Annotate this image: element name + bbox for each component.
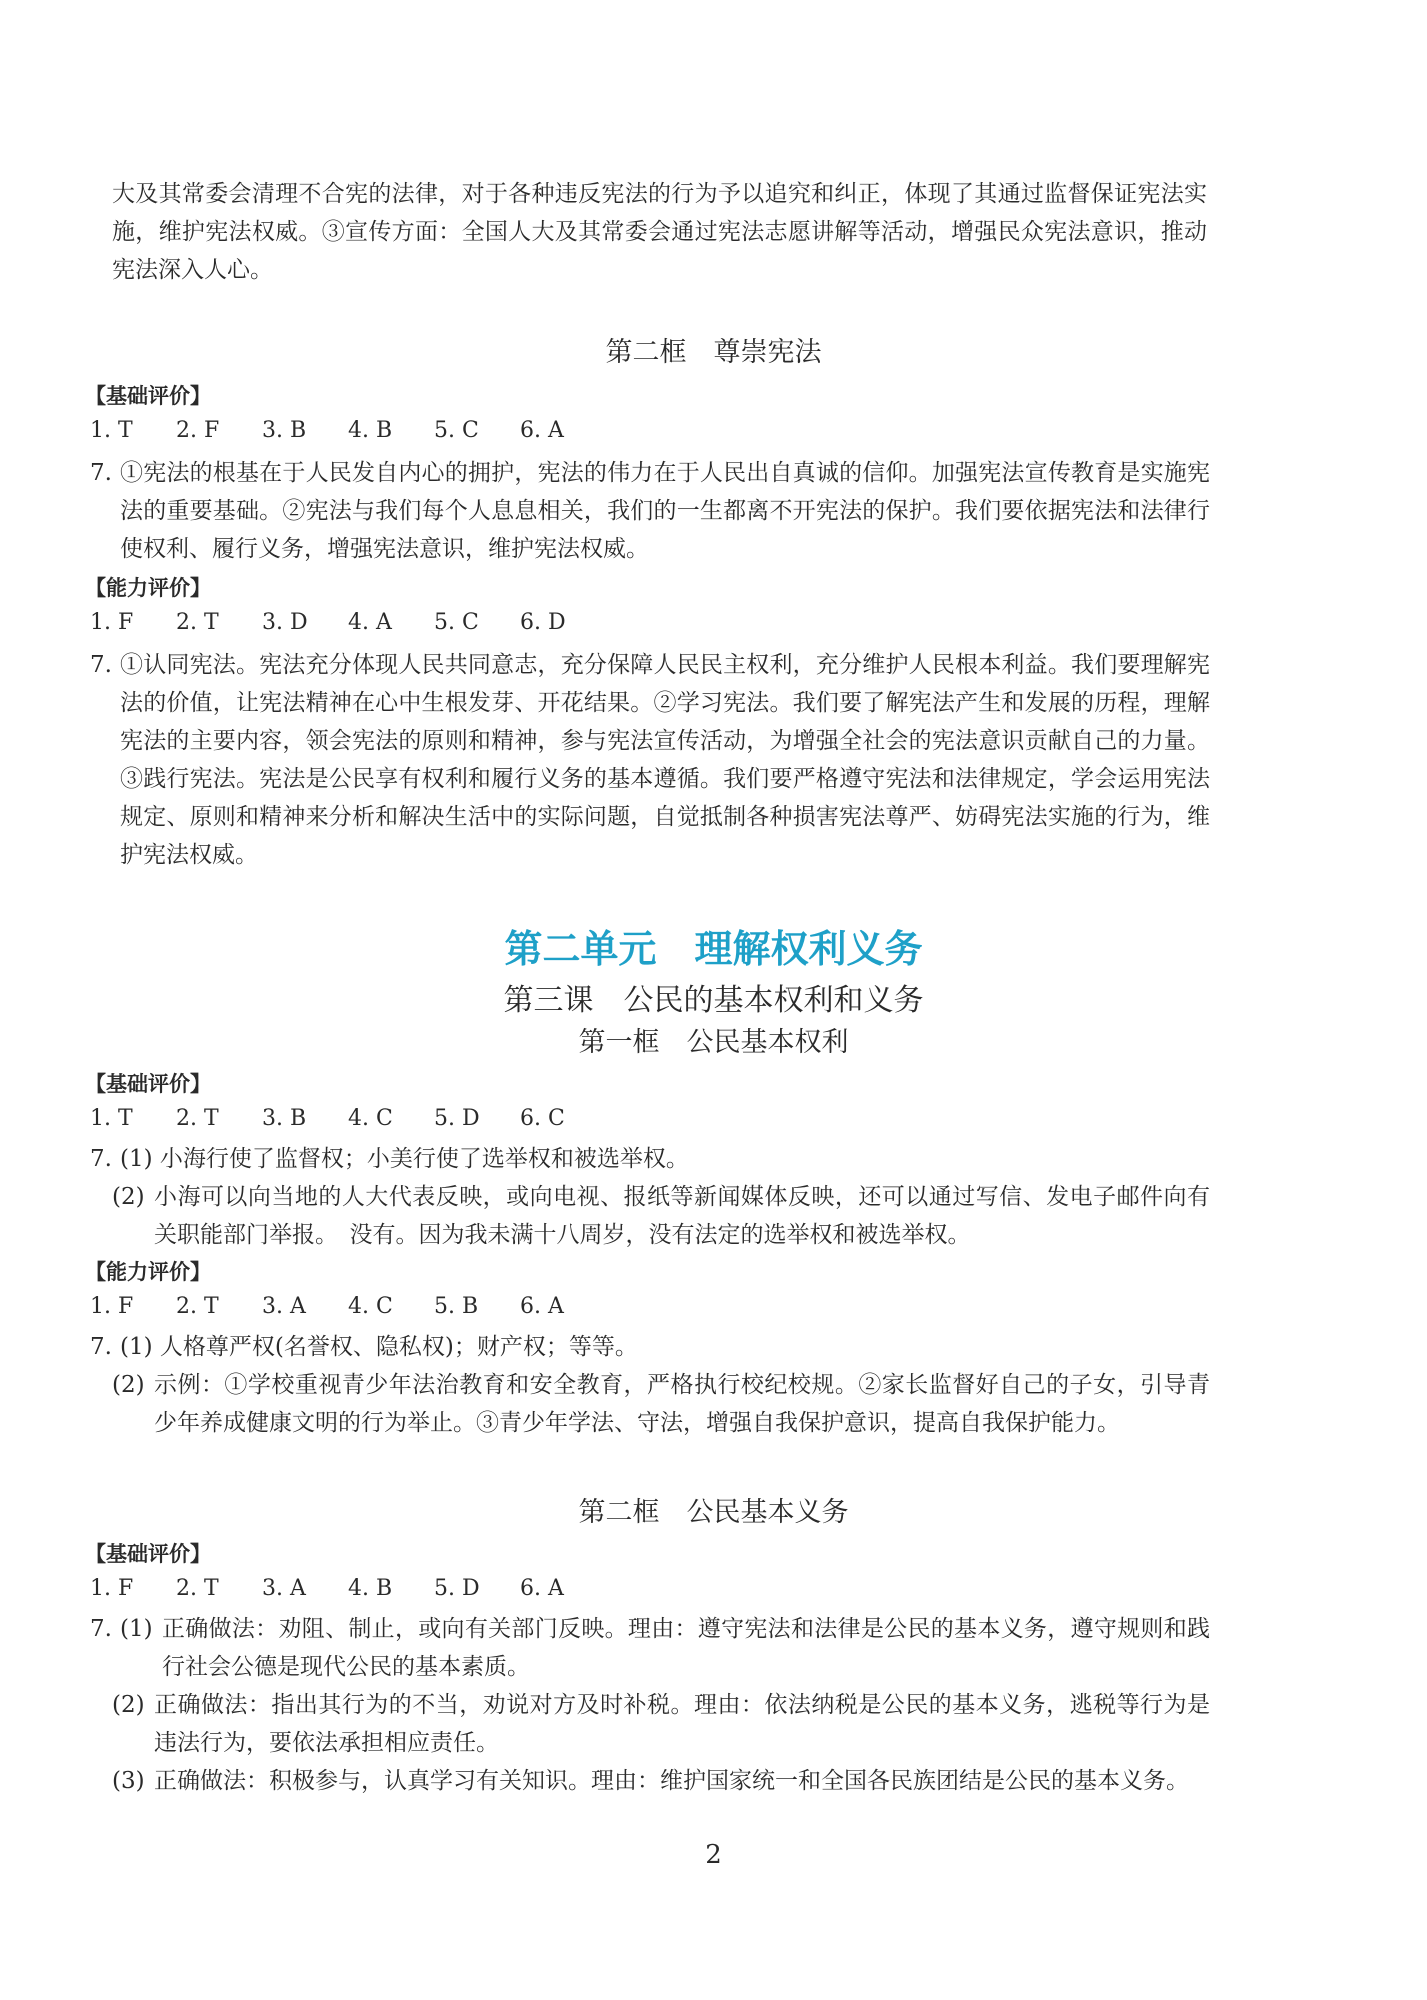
question-part-1	[120, 1140, 1210, 1178]
part-answer: 示例：①学校重视青少年法治教育和安全教育，严格执行校纪校规。②家长监督好自己的子女，引导青少年养成健康文明的行为举止。③青少年学法、守法，增强自我保护意识，提高自我保护能力。	[154, 1372, 1210, 1436]
answer: 2. F	[176, 418, 220, 443]
answer: 4. A	[348, 610, 392, 635]
part-tag: (2)	[112, 1692, 145, 1718]
part-tag: (2)	[112, 1184, 145, 1210]
answer: 1. F	[90, 1294, 134, 1319]
answer: 3. A	[262, 1294, 306, 1319]
question-part-1	[120, 1610, 1210, 1686]
question-part-2	[112, 1178, 1210, 1254]
answer: 3. B	[262, 418, 307, 443]
intro-paragraph: 大及其常委会清理不合宪的法律，对于各种违反宪法的行为予以追究和纠正，体现了其通过监督保证宪法实施，维护宪法权威。③宣传方面：全国人大及其常委会通过宪法志愿讲解等活动，增强民众宪法意识，推动宪法深入人心。	[112, 181, 1207, 283]
answer: 5. C	[434, 418, 479, 443]
question-7	[90, 646, 1210, 874]
ability-answers-row	[90, 610, 606, 635]
question-number: 7.	[90, 1334, 112, 1360]
basic-answers-row	[90, 1106, 606, 1131]
question-answer: ①认同宪法。宪法充分体现人民共同意志，充分保障人民民主权利，充分维护人民根本利益。我们要理解宪法的价值，让宪法精神在心中生根发芽、开花结果。②学习宪法。我们要了解宪法产生和发展的历程，理解宪法的主要内容，领会宪法的原则和精神，参与宪法宣传活动，为增强全社会的宪法意识贡献自己的力量。③践行宪法。宪法是公民享有权利和履行义务的基本遵循。我们要严格遵守宪法和法律规定，学会运用宪法规定、原则和精神来分析和解决生活中的实际问题，自觉抵制各种损害宪法尊严、妨碍宪法实施的行为，维护宪法权威。	[120, 652, 1210, 868]
question-number: 7.	[90, 1146, 112, 1172]
answer: 6. C	[520, 1106, 565, 1131]
part-answer: 小海行使了监督权；小美行使了选举权和被选举权。	[159, 1146, 689, 1172]
answer: 6. D	[520, 610, 566, 635]
question-7	[90, 454, 1210, 568]
part-tag: (3)	[112, 1768, 145, 1794]
answer: 3. A	[262, 1576, 306, 1601]
answer: 6. A	[520, 1294, 564, 1319]
answer: 4. B	[348, 418, 393, 443]
answer: 4. C	[348, 1294, 393, 1319]
question-part-2	[112, 1366, 1210, 1442]
answer: 5. D	[434, 1106, 480, 1131]
ability-eval-label: 【能力评价】	[85, 576, 211, 600]
basic-eval-label: 【基础评价】	[85, 384, 211, 408]
answer: 2. T	[176, 610, 219, 635]
answer: 4. C	[348, 1106, 393, 1131]
answer: 6. A	[520, 418, 564, 443]
question-7	[90, 1140, 1210, 1178]
answer: 2. T	[176, 1294, 219, 1319]
part-tag: (1)	[120, 1334, 153, 1360]
part-tag: (1)	[120, 1616, 153, 1642]
answer: 5. C	[434, 610, 479, 635]
question-7	[90, 1328, 1210, 1366]
page-number: 2	[705, 1840, 722, 1870]
answer: 3. B	[262, 1106, 307, 1131]
answer: 4. B	[348, 1576, 393, 1601]
frame-title-basic-rights: 第一框 公民基本权利	[578, 1027, 849, 1058]
part-answer: 正确做法：积极参与，认真学习有关知识。理由：维护国家统一和全国各民族团结是公民的基本义务。	[154, 1768, 1189, 1794]
part-answer: 人格尊严权(名誉权、隐私权)；财产权；等等。	[159, 1334, 638, 1360]
ability-answers-row	[90, 1294, 606, 1319]
question-answer: ①宪法的根基在于人民发自内心的拥护，宪法的伟力在于人民出自真诚的信仰。加强宪法宣传教育是实施宪法的重要基础。②宪法与我们每个人息息相关，我们的一生都离不开宪法的保护。我们要依据宪法和法律行使权利、履行义务，增强宪法意识，维护宪法权威。	[120, 460, 1210, 562]
frame-title-basic-duties: 第二框 公民基本义务	[578, 1497, 849, 1528]
answer: 2. T	[176, 1576, 219, 1601]
answer: 5. B	[434, 1294, 479, 1319]
frame-title-respect-constitution: 第二框 尊崇宪法	[605, 337, 822, 368]
question-part-1	[120, 1328, 1210, 1366]
answer: 1. T	[90, 418, 133, 443]
question-number: 7.	[90, 1616, 112, 1642]
part-tag: (2)	[112, 1372, 145, 1398]
lesson-title: 第三课 公民的基本权利和义务	[503, 983, 924, 1018]
basic-eval-label: 【基础评价】	[85, 1072, 211, 1096]
question-7	[90, 1610, 1210, 1686]
question-number: 7.	[90, 652, 112, 678]
answer: 1. F	[90, 610, 134, 635]
answer: 3. D	[262, 610, 308, 635]
part-answer: 正确做法：劝阻、制止，或向有关部门反映。理由：遵守宪法和法律是公民的基本义务，遵守规则和践行社会公德是现代公民的基本素质。	[162, 1616, 1210, 1680]
part-answer: 小海可以向当地的人大代表反映，或向电视、报纸等新闻媒体反映，还可以通过写信、发电子邮件向有关职能部门举报。 没有。因为我未满十八周岁，没有法定的选举权和被选举权。	[154, 1184, 1210, 1248]
question-part-2	[112, 1686, 1210, 1762]
answer: 6. A	[520, 1576, 564, 1601]
question-part-3	[112, 1762, 1210, 1800]
part-answer: 正确做法：指出其行为的不当，劝说对方及时补税。理由：依法纳税是公民的基本义务，逃税等行为是违法行为，要依法承担相应责任。	[154, 1692, 1210, 1756]
answer: 1. F	[90, 1576, 134, 1601]
ability-eval-label: 【能力评价】	[85, 1260, 211, 1284]
part-tag: (1)	[120, 1146, 153, 1172]
question-number: 7.	[90, 460, 112, 486]
unit-title: 第二单元 理解权利义务	[504, 926, 923, 971]
basic-answers-row	[90, 418, 606, 443]
answer: 5. D	[434, 1576, 480, 1601]
answer: 2. T	[176, 1106, 219, 1131]
answer: 1. T	[90, 1106, 133, 1131]
basic-answers-row	[90, 1576, 606, 1601]
basic-eval-label: 【基础评价】	[85, 1542, 211, 1566]
